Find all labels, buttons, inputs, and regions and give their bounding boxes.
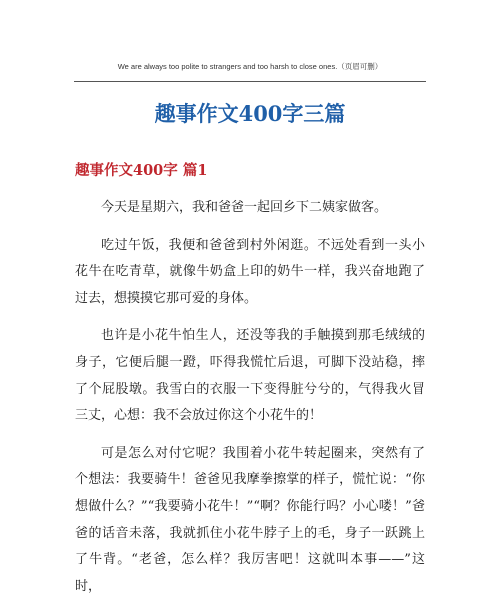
body-text <box>75 195 425 611</box>
page-header-motto: We are always too polite to strangers and too harsh to close ones.（页眉可删） <box>117 62 383 71</box>
paragraph: 也许是小花牛怕生人，还没等我的手触摸到那毛绒绒的身子，它便后腿一蹬，吓得我慌忙后退，可脚下没站稳，摔了个屁股墩。我雪白的衣服一下变得脏兮兮的，气得我火冒三丈，心想：我不会放过你这个小花牛的！ <box>75 328 425 424</box>
paragraph: 吃过午饭，我便和爸爸到村外闲逛。不远处看到一头小花牛在吃青草，就像牛奶盒上印的奶牛一样，我兴奋地跑了过去，想摸摸它那可爱的身体。 <box>75 237 425 306</box>
document-title: 趣事作文400字三篇 <box>154 101 346 126</box>
paragraph: 今天是星期六，我和爸爸一起回乡下二姨家做客。 <box>101 200 388 215</box>
section-heading: 趣事作文400字 篇1 <box>75 162 208 179</box>
header-divider <box>74 81 426 82</box>
paragraph: 可是怎么对付它呢？我围着小花牛转起圈来，突然有了个想法：我要骑牛！爸爸见我摩拳擦掌的样子，慌忙说：“你想做什么？”“我要骑小花牛！”“啊？你能行吗？小心喽！”爸爸的话音未落，我就抓住小花牛脖子上的毛，身子一跃跳上了牛背。“老爸，怎么样？我厉害吧！这就叫本事——”这时， <box>75 445 425 594</box>
